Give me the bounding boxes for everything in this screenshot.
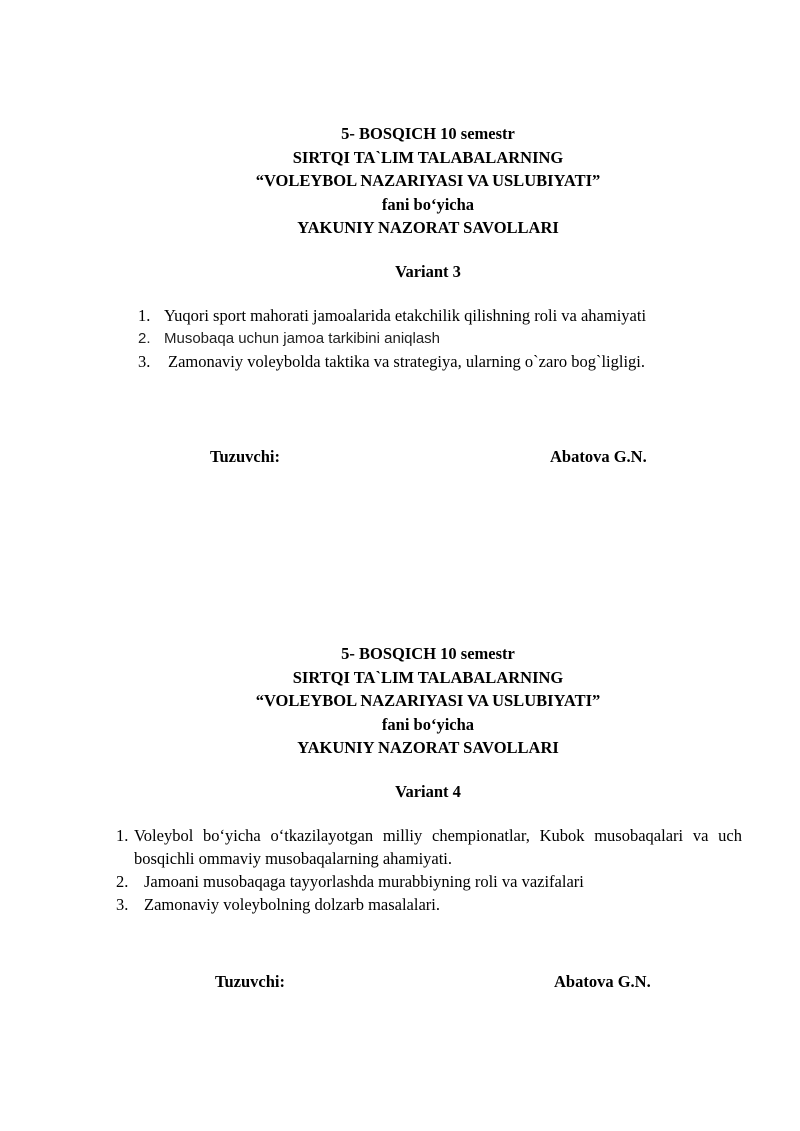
question-item	[138, 304, 738, 327]
question-list	[116, 824, 742, 916]
question-number: 3.	[138, 351, 151, 371]
header-questions-title-line: YAKUNIY NAZORAT SAVOLLARI	[297, 218, 559, 237]
header-subject-line: “VOLEYBOL NAZARIYASI VA USLUBIYATI”	[255, 691, 601, 710]
question-text: Musobaqa uchun jamoa tarkibini aniqlash	[164, 329, 441, 347]
question-text: Zamonaviy voleybolning dolzarb masalalari.	[144, 894, 440, 914]
question-item	[116, 893, 742, 916]
author-signature	[0, 447, 800, 471]
question-text: Jamoani musobaqaga tayyorlashda murabbiyning roli va vazifalari	[144, 871, 584, 891]
question-number: 2.	[116, 871, 129, 891]
question-text: Yuqori sport mahorati jamoalarida etakchilik qilishning roli va ahamiyati	[164, 305, 647, 325]
header-subject-suffix-line: fani bo‘yicha	[381, 714, 475, 734]
header-students-line: SIRTQI TA`LIM TALABALARNING	[292, 667, 564, 687]
question-text: Zamonaviy voleybolda taktika va strategiya, ularning o`zaro bog`ligligi.	[168, 351, 645, 371]
header-stage-line: 5- BOSQICH 10 semestr	[341, 124, 515, 143]
question-number: 2.	[138, 329, 151, 347]
header-subject-suffix-line: fani bo‘yicha	[381, 194, 475, 214]
variant-title: Variant 3	[395, 261, 461, 281]
author-label: Tuzuvchi:	[215, 971, 285, 991]
section-header	[128, 122, 728, 240]
section-header	[128, 642, 728, 760]
question-number: 1.	[138, 305, 151, 325]
author-name: Abatova G.N.	[554, 971, 651, 991]
exam-section-variant-4	[0, 642, 800, 996]
question-list	[138, 304, 738, 373]
header-stage-line: 5- BOSQICH 10 semestr	[341, 644, 515, 663]
variant-title: Variant 4	[395, 781, 461, 801]
author-signature	[0, 972, 800, 996]
author-label: Tuzuvchi:	[210, 446, 280, 466]
author-name: Abatova G.N.	[550, 446, 647, 466]
header-subject-line: “VOLEYBOL NAZARIYASI VA USLUBIYATI”	[255, 171, 601, 190]
question-number: 1.	[116, 825, 129, 845]
header-questions-title-line: YAKUNIY NAZORAT SAVOLLARI	[297, 738, 559, 757]
question-item	[138, 350, 738, 373]
question-item	[116, 870, 742, 893]
question-item	[138, 327, 738, 350]
exam-section-variant-3	[0, 122, 800, 471]
header-students-line: SIRTQI TA`LIM TALABALARNING	[292, 147, 564, 167]
question-item	[116, 824, 742, 870]
question-text: Voleybol bo‘yicha o‘tkazilayotgan milliy chempionatlar, Kubok musobaqalari va uch bosqichli ommaviy musobaqalarning ahamiyati.	[134, 825, 742, 868]
question-number: 3.	[116, 894, 129, 914]
